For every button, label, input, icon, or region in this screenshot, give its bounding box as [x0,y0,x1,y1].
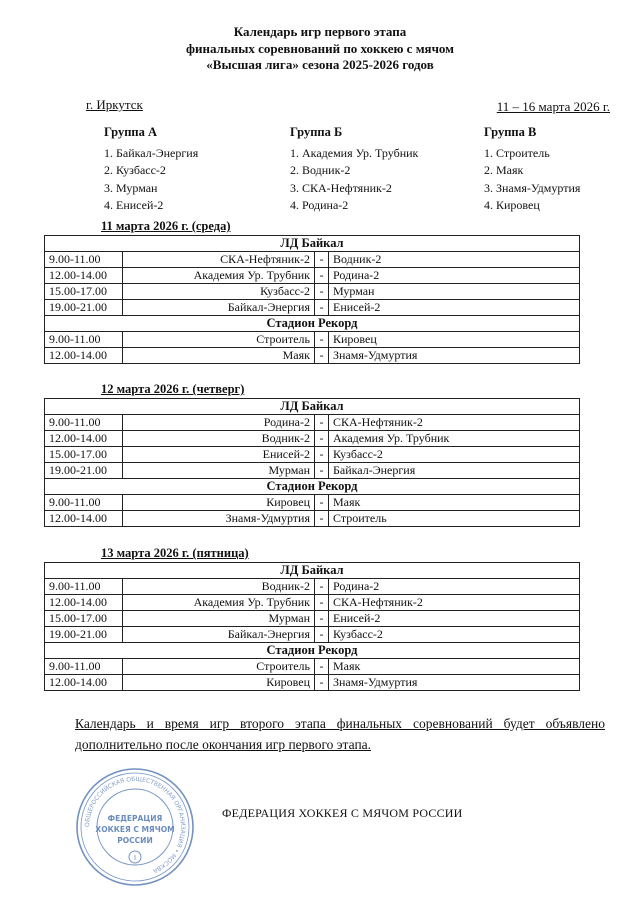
venue-header: ЛД Байкал [45,563,580,579]
match-row [45,511,580,527]
group-team: 2. Кузбасс-2 [104,163,166,177]
home-team: Знамя-Удмуртия [123,511,315,527]
group-a [104,124,198,215]
group-v [484,124,580,215]
stamp-line: ФЕДЕРАЦИЯ [107,814,163,823]
away-team: Кировец [329,332,580,348]
away-team: СКА-Нефтяник-2 [329,595,580,611]
match-time: 12.00-14.00 [45,268,123,284]
home-team: Маяк [123,348,315,364]
schedule-table [44,235,580,364]
match-time: 19.00-21.00 [45,627,123,643]
venue-header: ЛД Байкал [45,399,580,415]
group-team: 1. Байкал-Энергия [104,145,199,160]
group-title: Группа А [104,125,158,139]
signature-organization: ФЕДЕРАЦИЯ ХОККЕЯ С МЯЧОМ РОССИИ [222,806,463,820]
stamp-line: РОССИИ [117,836,153,845]
match-row [45,284,580,300]
match-row [45,415,580,431]
separator: - [315,348,329,364]
away-team: Родина-2 [329,268,580,284]
away-team: Маяк [329,495,580,511]
match-time: 9.00-11.00 [45,415,123,431]
match-row [45,675,580,691]
group-team: 4. Родина-2 [290,198,349,212]
match-time: 9.00-11.00 [45,252,123,268]
home-team: Мурман [123,611,315,627]
away-team: Академия Ур. Трубник [329,431,580,447]
home-team: Академия Ур. Трубник [123,595,315,611]
title-line: Календарь игр первого этапа [233,24,407,39]
home-team: Родина-2 [123,415,315,431]
separator: - [315,431,329,447]
separator: - [315,332,329,348]
group-team: 4. Кировец [484,198,540,212]
home-team: СКА-Нефтяник-2 [123,252,315,268]
group-team: 3. Знамя-Удмуртия [484,180,581,195]
home-team: Байкал-Энергия [123,627,315,643]
away-team: Байкал-Энергия [329,463,580,479]
home-team: Енисей-2 [123,447,315,463]
away-team: СКА-Нефтяник-2 [329,415,580,431]
day-heading: 11 марта 2026 г. (среда) [101,219,231,233]
match-row [45,595,580,611]
match-row [45,268,580,284]
schedule-table [44,398,580,527]
venue-header: Стадион Рекорд [45,316,580,332]
separator: - [315,495,329,511]
group-team: 4. Енисей-2 [104,198,164,212]
separator: - [315,611,329,627]
away-team: Енисей-2 [329,611,580,627]
group-team: 1. Строитель [484,145,550,160]
match-time: 12.00-14.00 [45,675,123,691]
separator: - [315,627,329,643]
match-row [45,348,580,364]
match-time: 15.00-17.00 [45,447,123,463]
venue-header: Стадион Рекорд [45,643,580,659]
match-row [45,495,580,511]
document-title [0,24,640,74]
match-time: 19.00-21.00 [45,300,123,316]
match-row [45,431,580,447]
separator: - [315,447,329,463]
match-time: 9.00-11.00 [45,579,123,595]
group-team: 3. Мурман [104,180,158,195]
match-row [45,463,580,479]
home-team: Водник-2 [123,579,315,595]
home-team: Строитель [123,332,315,348]
home-team: Академия Ур. Трубник [123,268,315,284]
away-team: Родина-2 [329,579,580,595]
away-team: Кузбасс-2 [329,627,580,643]
match-time: 15.00-17.00 [45,284,123,300]
stamp-line: ХОККЕЯ С МЯЧОМ [95,825,175,834]
home-team: Байкал-Энергия [123,300,315,316]
separator: - [315,300,329,316]
schedule-table [44,562,580,691]
group-team: 2. Водник-2 [290,163,351,177]
city-label: г. Иркутск [86,97,143,112]
match-row [45,579,580,595]
away-team: Енисей-2 [329,300,580,316]
title-line: «Высшая лига» сезона 2025-2026 годов [206,57,434,72]
match-row [45,627,580,643]
svg-text:I: I [133,854,137,862]
separator: - [315,415,329,431]
match-row [45,332,580,348]
match-time: 9.00-11.00 [45,332,123,348]
away-team: Знамя-Удмуртия [329,348,580,364]
separator: - [315,284,329,300]
group-team: 3. СКА-Нефтяник-2 [290,180,392,195]
separator: - [315,675,329,691]
separator: - [315,595,329,611]
match-time: 9.00-11.00 [45,495,123,511]
match-row [45,252,580,268]
separator: - [315,268,329,284]
home-team: Кузбасс-2 [123,284,315,300]
away-team: Кузбасс-2 [329,447,580,463]
group-team: 1. Академия Ур. Трубник [290,145,419,160]
away-team: Маяк [329,659,580,675]
match-row [45,300,580,316]
group-title: Группа Б [290,125,343,139]
home-team: Строитель [123,659,315,675]
federation-stamp-icon [73,765,197,889]
match-row [45,659,580,675]
home-team: Кировец [123,675,315,691]
stamp-ring-text: ОБЩЕРОССИЙСКАЯ ОБЩЕСТВЕННАЯ ОРГАНИЗАЦИЯ • МОСКВА [83,775,187,875]
away-team: Водник-2 [329,252,580,268]
group-title: Группа В [484,125,537,139]
match-time: 9.00-11.00 [45,659,123,675]
footnote: Календарь и время игр второго этапа финальных соревнований будет объявлено дополнительно после окончания игр первого этапа. [75,716,605,752]
home-team: Кировец [123,495,315,511]
separator: - [315,511,329,527]
venue-header: ЛД Байкал [45,236,580,252]
group-team: 2. Маяк [484,163,524,177]
tournament-dates: 11 – 16 марта 2026 г. [496,99,610,114]
venue-header: Стадион Рекорд [45,479,580,495]
match-time: 12.00-14.00 [45,511,123,527]
separator: - [315,463,329,479]
separator: - [315,659,329,675]
match-row [45,611,580,627]
home-team: Мурман [123,463,315,479]
title-line: финальных соревнований по хоккею с мячом [185,40,455,56]
separator: - [315,252,329,268]
separator: - [315,579,329,595]
match-time: 12.00-14.00 [45,595,123,611]
day-heading: 13 марта 2026 г. (пятница) [101,546,249,560]
away-team: Знамя-Удмуртия [329,675,580,691]
match-time: 19.00-21.00 [45,463,123,479]
home-team: Водник-2 [123,431,315,447]
away-team: Строитель [329,511,580,527]
match-row [45,447,580,463]
away-team: Мурман [329,284,580,300]
match-time: 12.00-14.00 [45,431,123,447]
day-heading: 12 марта 2026 г. (четверг) [101,382,245,396]
match-time: 12.00-14.00 [45,348,123,364]
group-b [290,124,418,215]
match-time: 15.00-17.00 [45,611,123,627]
